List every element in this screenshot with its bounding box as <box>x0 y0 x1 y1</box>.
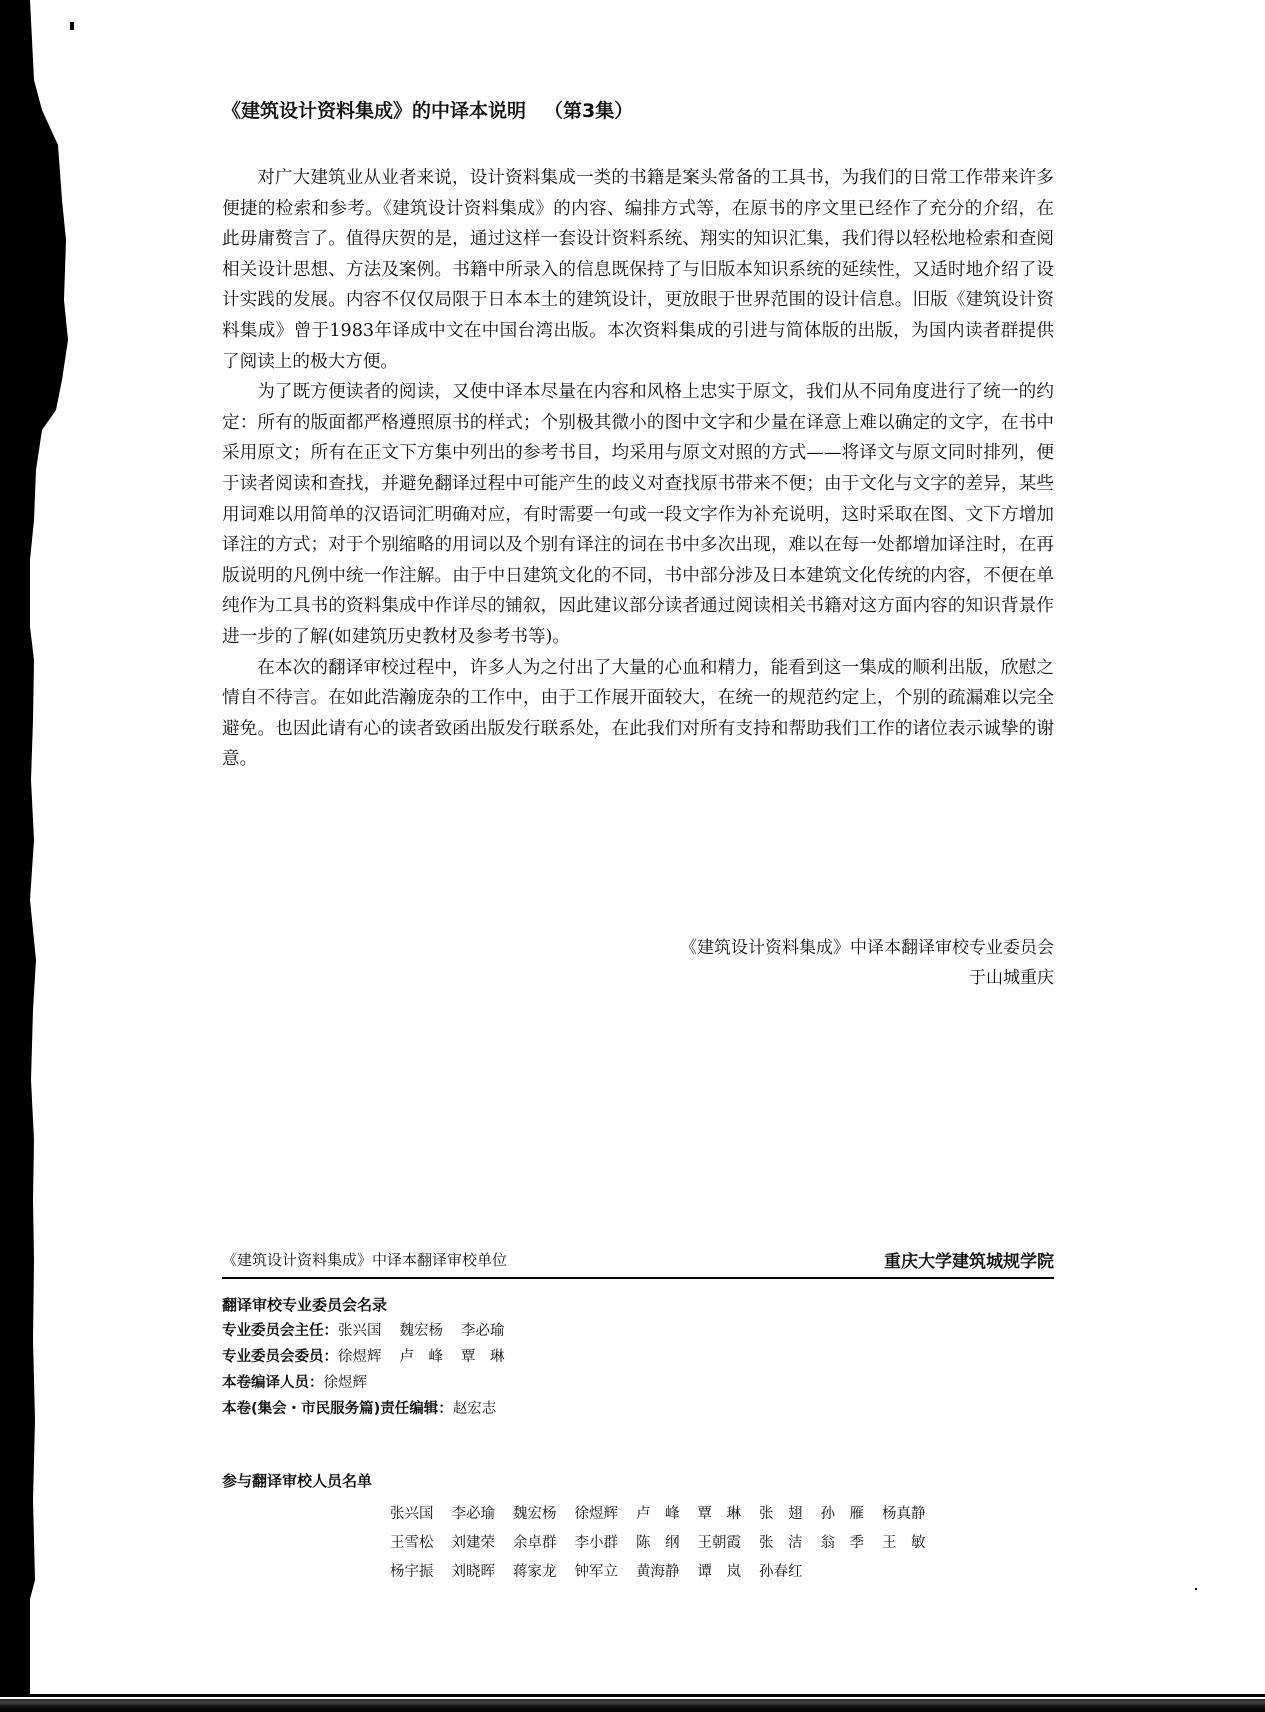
paragraph-1: 对广大建筑业从业者来说，设计资料集成一类的书籍是案头常备的工具书，为我们的日常工作带来许多便捷的检索和参考。《建筑设计资料集成》的内容、编排方式等，在原书的序文里已经作了充分的介绍，在此毋庸赘言了。值得庆贺的是，通过这样一套设计资料系统、翔实的知识汇集，我们得以轻松地检索和查阅相关设计思想、方法及案例。书籍中所录入的信息既保持了与旧版本知识系统的延续性，又适时地介绍了设计实践的发展。内容不仅仅局限于日本本土的建筑设计，更放眼于世界范围的设计信息。旧版《建筑设计资料集成》曾于1983年译成中文在中国台湾出版。本次资料集成的引进与简体版的出版，为国内读者群提供了阅读上的极大方便。 <box>222 168 1054 372</box>
row-label: 本卷(集会・市民服务篇)责任编辑： <box>222 1401 453 1417</box>
row-names <box>453 1401 497 1417</box>
person-name: 李小群 <box>574 1535 618 1551</box>
signature-committee: 《建筑设计资料集成》中译本翻译审校专业委员会 <box>680 938 1054 958</box>
paragraph-3: 在本次的翻译审校过程中，许多人为之付出了大量的心血和精力，能看到这一集成的顺利出版，欣慰之情自不待言。在如此浩瀚庞杂的工作中，由于工作展开面较大，在统一的规范约定上，个别的疏漏难以完全避免。也因此请有心的读者致函出版发行联系处，在此我们对所有支持和帮助我们工作的诸位表示诚挚的谢意。 <box>222 657 1054 770</box>
scan-speck <box>1195 1588 1197 1590</box>
person-name: 杨真静 <box>882 1506 926 1522</box>
person-name: 王雪松 <box>390 1535 434 1551</box>
person-name: 张兴国 <box>390 1506 434 1522</box>
participants-list <box>390 1500 1054 1587</box>
person-name: 徐煜辉 <box>323 1375 367 1391</box>
row-names <box>338 1323 505 1339</box>
row-label: 本卷编译人员： <box>222 1375 324 1391</box>
row-label: 专业委员会主任： <box>222 1323 338 1339</box>
person-name: 徐煜辉 <box>338 1349 382 1365</box>
person-name: 张 洁 <box>759 1535 803 1551</box>
row-label: 专业委员会委员： <box>222 1349 338 1365</box>
committee-row-director <box>222 1318 822 1344</box>
participants-heading: 参与翻译审校人员名单 <box>222 1472 373 1490</box>
signature-place: 于山城重庆 <box>969 968 1054 988</box>
committee-list <box>222 1292 822 1422</box>
person-name: 王朝霞 <box>697 1535 741 1551</box>
person-name: 卢 峰 <box>399 1349 443 1365</box>
person-name: 魏宏杨 <box>399 1323 443 1339</box>
person-name: 孙春红 <box>759 1564 803 1580</box>
person-name: 王 敏 <box>882 1535 926 1551</box>
person-name: 赵宏志 <box>452 1401 497 1417</box>
person-name: 孙 雁 <box>820 1506 864 1522</box>
person-name: 余卓群 <box>513 1535 557 1551</box>
paragraph-2: 为了既方便读者的阅读，又使中译本尽量在内容和风格上忠实于原文，我们从不同角度进行了统一的约定：所有的版面都严格遵照原书的样式；个别极其微小的图中文字和少量在译意上难以确定的文字，在书中采用原文；所有在正文下方集中列出的参考书目，均采用与原文对照的方式——将译文与原文同时排列，便于读者阅读和查找，并避免翻译过程中可能产生的歧义对查找原书带来不便；由于文化与文字的差异，某些用词难以用简单的汉语词汇明确对应，有时需要一句或一段文字作为补充说明，这时采取在图、文下方增加译注的方式；对于个别缩略的用词以及个别有译注的词在书中多次出现，难以在每一处都增加译注时，在再版说明的凡例中统一作注解。由于中日建筑文化的不同，书中部分涉及日本建筑文化传统的内容，不便在单纯作为工具书的资料集成中作详尽的铺叙，因此建议部分读者通过阅读相关书籍对这方面内容的知识背景作进一步的了解(如建筑历史教材及参考书等)。 <box>222 382 1054 647</box>
scan-speck <box>70 22 74 30</box>
title-text: 《建筑设计资料集成》的中译本说明 <box>222 100 527 122</box>
person-name: 黄海静 <box>636 1564 680 1580</box>
person-name: 翁 季 <box>820 1535 864 1551</box>
committee-row-editor <box>222 1396 822 1422</box>
participants-row <box>390 1529 1054 1558</box>
person-name: 张 翅 <box>759 1506 803 1522</box>
scan-edge-bottom <box>0 1694 1265 1712</box>
translation-unit-label: 《建筑设计资料集成》中译本翻译审校单位 <box>222 1251 508 1269</box>
row-names <box>324 1375 368 1391</box>
preface-body <box>222 163 1054 775</box>
signature-block <box>680 933 1054 993</box>
person-name: 魏宏杨 <box>513 1506 557 1522</box>
person-name: 杨宇振 <box>390 1564 434 1580</box>
person-name: 李必瑜 <box>451 1506 495 1522</box>
person-name: 覃 琳 <box>697 1506 741 1522</box>
committee-heading: 翻译审校专业委员会名录 <box>222 1296 388 1314</box>
committee-row-translator <box>222 1370 822 1396</box>
document-title <box>222 96 633 123</box>
person-name: 李必瑜 <box>461 1323 505 1339</box>
participants-row <box>390 1500 1054 1529</box>
translation-unit-name: 重庆大学建筑城规学院 <box>884 1252 1054 1272</box>
person-name: 谭 岚 <box>697 1564 741 1580</box>
volume-label: （第3集） <box>544 100 634 122</box>
person-name: 刘晓晖 <box>451 1564 495 1580</box>
person-name: 卢 峰 <box>636 1506 680 1522</box>
row-names <box>338 1349 505 1365</box>
person-name: 钟军立 <box>574 1564 618 1580</box>
committee-row-members <box>222 1344 822 1370</box>
person-name: 刘建荣 <box>451 1535 495 1551</box>
person-name: 覃 琳 <box>461 1349 505 1365</box>
person-name: 蒋家龙 <box>513 1564 557 1580</box>
person-name: 陈 纲 <box>636 1535 680 1551</box>
participants-row <box>390 1558 1054 1587</box>
scan-edge-left-shadow <box>0 0 70 1712</box>
credits-header <box>222 1245 1054 1279</box>
person-name: 张兴国 <box>338 1323 382 1339</box>
person-name: 徐煜辉 <box>574 1506 618 1522</box>
